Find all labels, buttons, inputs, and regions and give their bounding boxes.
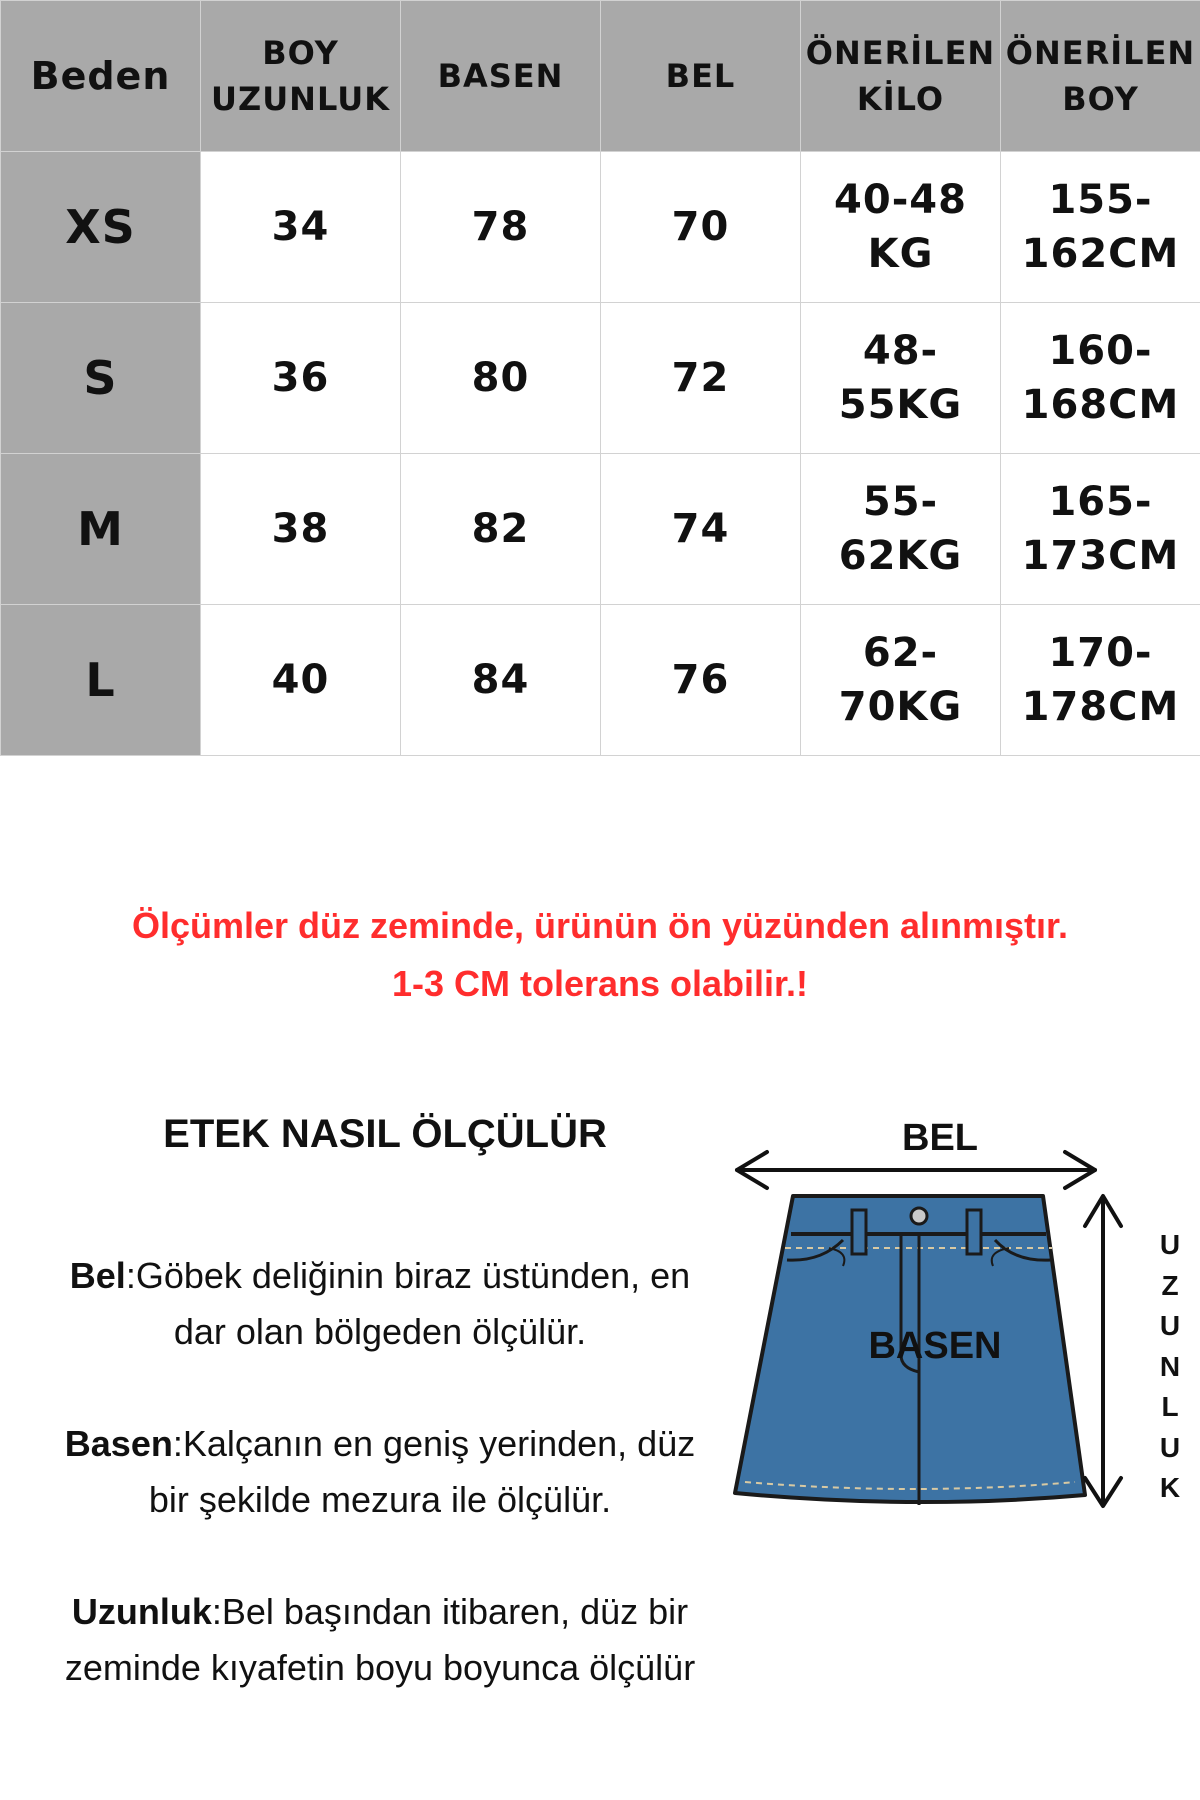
tolerance-note: 1-3 CM tolerans olabilir.! bbox=[391, 963, 809, 1004]
basen-cell: 80 bbox=[401, 303, 601, 454]
table-row bbox=[1, 454, 1200, 605]
size-table bbox=[0, 0, 1200, 756]
instruction-term: Bel bbox=[69, 1255, 126, 1296]
boy-cell: 36 bbox=[201, 303, 401, 454]
table-row bbox=[1, 605, 1200, 756]
instruction-term: Uzunluk bbox=[71, 1591, 212, 1632]
table-header-row bbox=[1, 1, 1200, 152]
uzunluk-arrow-icon bbox=[1085, 1196, 1121, 1506]
kilo-cell: 40-48 KG bbox=[801, 152, 1001, 303]
boy-range-cell: 165- 173CM bbox=[1001, 454, 1200, 605]
kilo-cell: 62- 70KG bbox=[801, 605, 1001, 756]
instruction-bel: Bel:Göbek deliğinin biraz üstünden, en dar olan bölgeden ölçülür. bbox=[69, 1255, 691, 1352]
header-basen: BASEN bbox=[401, 1, 601, 152]
basen-cell: 82 bbox=[401, 454, 601, 605]
size-cell: XS bbox=[1, 152, 201, 303]
header-onerilen-boy: ÖNERİLEN BOY bbox=[1001, 1, 1200, 152]
uzunluk-label: U Z U N L U K bbox=[1159, 1229, 1181, 1503]
basen-label: BASEN bbox=[868, 1325, 1002, 1367]
boy-range-cell: 170- 178CM bbox=[1001, 605, 1200, 756]
bel-cell: 72 bbox=[601, 303, 801, 454]
skirt-illustration bbox=[725, 1100, 1200, 1530]
size-cell: S bbox=[1, 303, 201, 454]
bel-cell: 70 bbox=[601, 152, 801, 303]
boy-cell: 34 bbox=[201, 152, 401, 303]
measurement-note: Ölçümler düz zeminde, ürünün ön yüzünden alınmıştır. bbox=[131, 905, 1069, 946]
size-cell: L bbox=[1, 605, 201, 756]
header-boy-uzunluk: BOY UZUNLUK bbox=[201, 1, 401, 152]
header-beden: Beden bbox=[1, 1, 201, 152]
boy-cell: 38 bbox=[201, 454, 401, 605]
header-bel: BEL bbox=[601, 1, 801, 152]
instruction-term: Basen bbox=[64, 1423, 173, 1464]
instruction-uzunluk: Uzunluk:Bel başından itibaren, düz bir zeminde kıyafetin boyu boyunca ölçülür bbox=[64, 1591, 696, 1688]
header-onerilen-kilo: ÖNERİLEN KİLO bbox=[801, 1, 1001, 152]
kilo-cell: 48- 55KG bbox=[801, 303, 1001, 454]
kilo-cell: 55- 62KG bbox=[801, 454, 1001, 605]
table-row bbox=[1, 303, 1200, 454]
how-to-measure-title: ETEK NASIL ÖLÇÜLÜR bbox=[163, 1112, 607, 1156]
basen-cell: 78 bbox=[401, 152, 601, 303]
bel-cell: 76 bbox=[601, 605, 801, 756]
bel-label: BEL bbox=[902, 1117, 978, 1159]
size-cell: M bbox=[1, 454, 201, 605]
boy-cell: 40 bbox=[201, 605, 401, 756]
skirt-diagram bbox=[725, 1100, 1200, 1530]
table-row bbox=[1, 152, 1200, 303]
bel-cell: 74 bbox=[601, 454, 801, 605]
basen-cell: 84 bbox=[401, 605, 601, 756]
boy-range-cell: 155- 162CM bbox=[1001, 152, 1200, 303]
boy-range-cell: 160- 168CM bbox=[1001, 303, 1200, 454]
instruction-basen: Basen:Kalçanın en geniş yerinden, düz bir şekilde mezura ile ölçülür. bbox=[64, 1423, 696, 1520]
